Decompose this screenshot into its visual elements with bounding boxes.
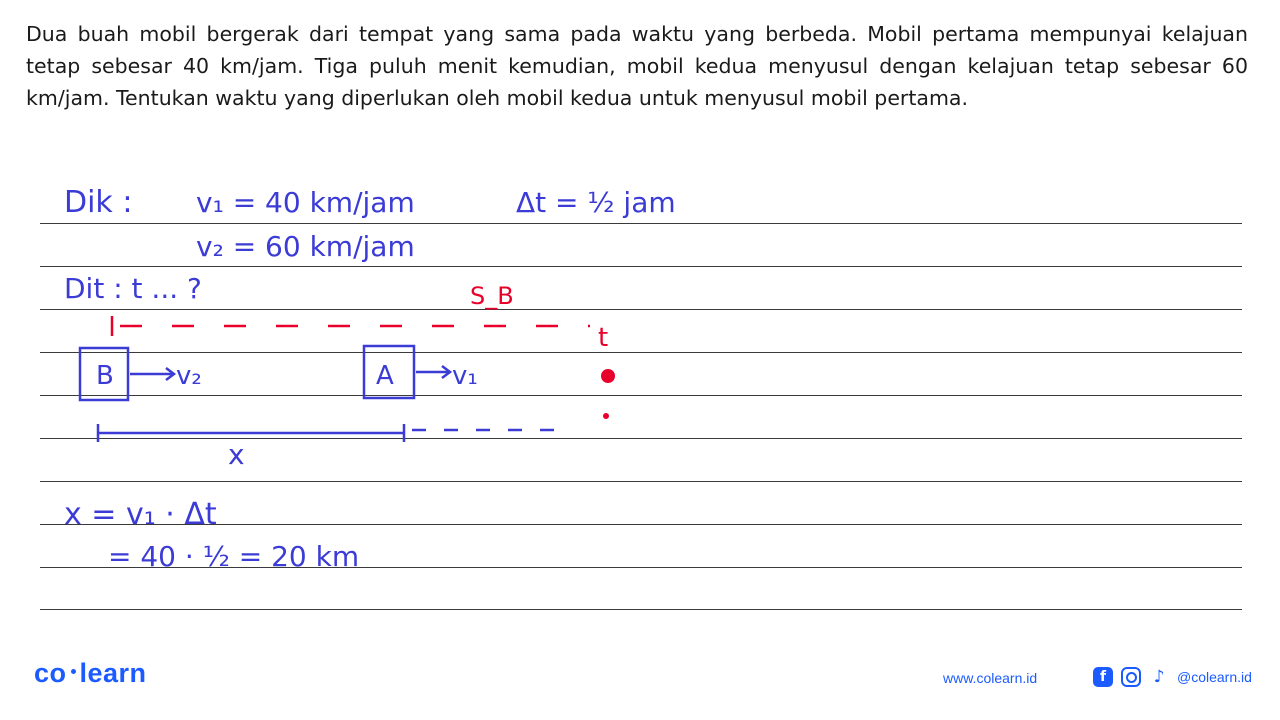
instagram-lens (1126, 672, 1137, 683)
instagram-icon[interactable] (1121, 667, 1141, 687)
website-url[interactable]: www.colearn.id (943, 670, 1038, 686)
sb-label: S_B (470, 282, 514, 310)
car-b-label: B (96, 361, 114, 391)
facebook-icon[interactable]: f (1093, 667, 1113, 687)
logo-part-learn: learn (79, 658, 147, 688)
dt-given: Δt = ½ jam (516, 186, 676, 219)
equation-2: = 40 · ½ = 20 km (108, 540, 360, 573)
car-a-velocity: v₁ (452, 361, 478, 391)
social-links (1093, 667, 1252, 687)
asked-line: Dit : t ... ? (64, 272, 202, 305)
v1-given: v₁ = 40 km/jam (196, 186, 415, 219)
logo-part-co: co (34, 658, 67, 688)
t-label: t (598, 323, 609, 353)
equation-1: x = v₁ · Δt (64, 497, 217, 532)
car-b-velocity: v₂ (176, 361, 202, 391)
v2-given: v₂ = 60 km/jam (196, 230, 415, 263)
colearn-logo (34, 658, 147, 689)
small-red-dot (603, 413, 609, 419)
problem-statement: Dua buah mobil bergerak dari tempat yang sama pada waktu yang berbeda. Mobil pertama mempunyai kelajuan tetap sebesar 40 km/jam. Tiga puluh menit kemudian, mobil kedua menyusul dengan kelajuan tetap sebesar 60 km/jam. Tentukan waktu yang diperlukan oleh mobil kedua untuk menyusul mobil pertama. (26, 22, 1248, 110)
social-handle[interactable]: @colearn.id (1177, 669, 1252, 685)
given-label: Dik : (64, 185, 133, 220)
car-a-label: A (376, 361, 394, 391)
meeting-point-dot (601, 369, 615, 383)
x-label: x (228, 438, 245, 471)
tiktok-icon[interactable]: ♪ (1153, 667, 1165, 687)
logo-dot (71, 669, 76, 674)
